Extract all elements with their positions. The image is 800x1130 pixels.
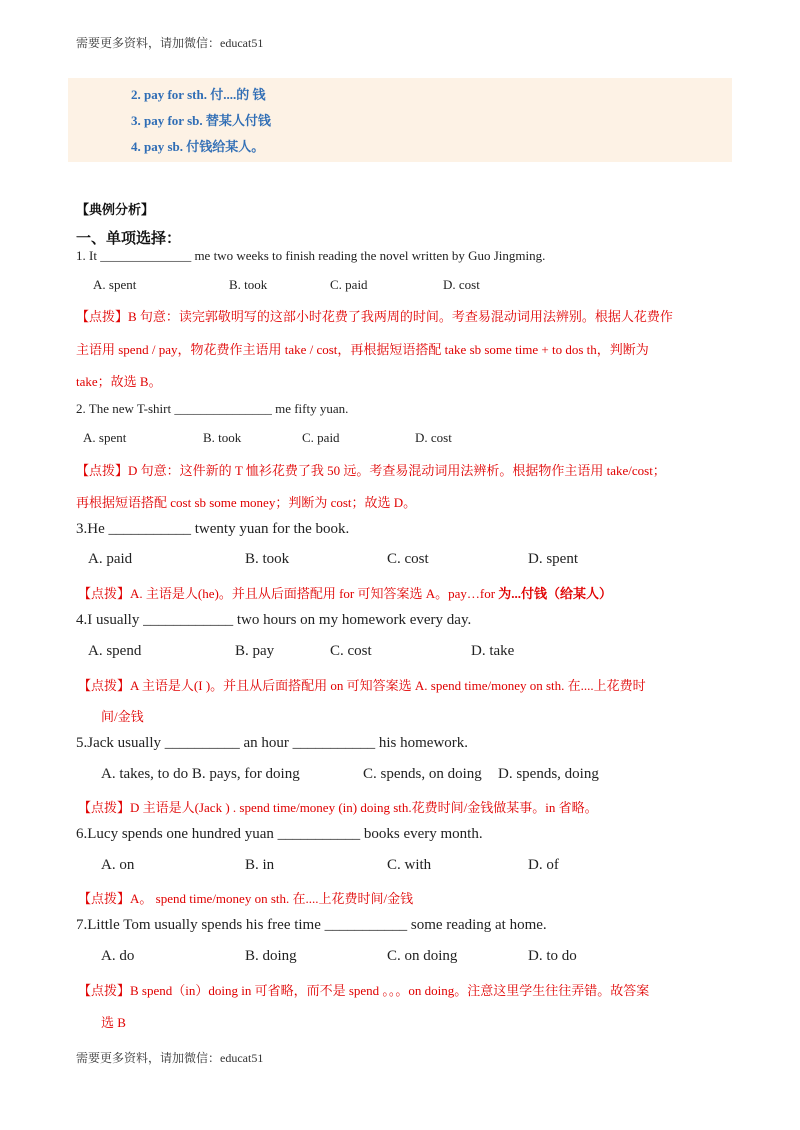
question-2-option-b: B. took bbox=[203, 430, 242, 445]
question-5-option-ab: A. takes, to do B. pays, for doing bbox=[101, 766, 300, 782]
question-5-option-d: D. spends, doing bbox=[498, 766, 599, 782]
question-6-option-c: C. with bbox=[387, 857, 432, 873]
question-3-stem: 3.He ___________ twenty yuan for the book. bbox=[76, 521, 350, 537]
question-4-option-d: D. take bbox=[471, 643, 515, 659]
question-5-tip: 【点拨】D 主语是人(Jack ) . spend time/money (in) doing sth.花费时间/金钱做某事。in 省略。 bbox=[78, 800, 598, 815]
question-6-option-a: A. on bbox=[101, 857, 135, 873]
question-6-option-d: D. of bbox=[528, 857, 559, 873]
question-3-tip-bold: 为...付钱（给某人） bbox=[498, 586, 613, 601]
question-3-option-a: A. paid bbox=[88, 551, 133, 567]
page-footer: 需要更多资料，请加微信：educat51 bbox=[76, 1051, 264, 1065]
question-3-option-c: C. cost bbox=[387, 551, 429, 567]
question-4-option-b: B. pay bbox=[235, 643, 275, 659]
question-5-option-c: C. spends, on doing bbox=[363, 766, 482, 782]
question-1-tip-line-1: 【点拨】B 句意：读完郭敬明写的这部小时花费了我两周的时间。考查易混动词用法辨别。根据人花费作 bbox=[76, 309, 673, 324]
question-1-option-b: B. took bbox=[229, 277, 268, 292]
question-2-stem: 2. The new T-shirt _______________ me fifty yuan. bbox=[76, 401, 349, 416]
question-3-tip bbox=[78, 583, 612, 602]
question-3-option-b: B. took bbox=[245, 551, 290, 567]
question-3-option-d: D. spent bbox=[528, 551, 578, 567]
question-7-tip-line-2: 选 B bbox=[101, 1015, 126, 1030]
question-2-option-a: A. spent bbox=[83, 430, 127, 445]
question-2-option-d: D. cost bbox=[415, 430, 452, 445]
question-6-stem: 6.Lucy spends one hundred yuan ___________ books every month. bbox=[76, 826, 483, 842]
question-7-option-a: A. do bbox=[101, 948, 135, 964]
note-line-3: 4. pay sb. 付钱给某人。 bbox=[131, 139, 265, 154]
question-7-option-d: D. to do bbox=[528, 948, 577, 964]
question-7-option-c: C. on doing bbox=[387, 948, 458, 964]
question-1-option-d: D. cost bbox=[443, 277, 480, 292]
question-1-tip-line-2: 主语用 spend / pay，物花费作主语用 take / cost，再根据短语搭配 take sb some time + to dos th，判断为 bbox=[76, 342, 649, 357]
question-2-tip-line-1: 【点拨】D 句意：这件新的 T 恤衫花费了我 50 远。考查易混动词用法辨析。根据物作主语用 take/cost； bbox=[76, 463, 666, 478]
question-1-stem: 1. It ______________ me two weeks to finish reading the novel written by Guo Jingming. bbox=[76, 248, 546, 263]
question-6-option-b: B. in bbox=[245, 857, 275, 873]
question-7-option-b: B. doing bbox=[245, 948, 297, 964]
question-6-tip: 【点拨】A。 spend time/money on sth. 在....上花费时间/金钱 bbox=[78, 891, 414, 906]
note-line-2: 3. pay for sb. 替某人付钱 bbox=[131, 113, 271, 128]
question-2-tip-line-2: 再根据短语搭配 cost sb some money；判断为 cost；故选 D。 bbox=[76, 495, 417, 510]
question-4-option-c: C. cost bbox=[330, 643, 372, 659]
question-1-option-a: A. spent bbox=[93, 277, 137, 292]
note-line-1: 2. pay for sth. 付....的 钱 bbox=[131, 87, 266, 102]
question-5-stem: 5.Jack usually __________ an hour ___________ his homework. bbox=[76, 735, 469, 751]
question-4-tip-line-2: 间/金钱 bbox=[101, 709, 144, 724]
question-4-stem: 4.I usually ____________ two hours on my homework every day. bbox=[76, 612, 472, 628]
question-4-option-a: A. spend bbox=[88, 643, 142, 659]
question-7-tip-line-1: 【点拨】B spend（in）doing in 可省略，而不是 spend 。。。on doing。注意这里学生往往弄错。故答案 bbox=[78, 983, 650, 998]
question-1-tip-line-3: take；故选 B。 bbox=[76, 374, 162, 389]
question-7-stem: 7.Little Tom usually spends his free time ___________ some reading at home. bbox=[76, 917, 547, 933]
question-1-option-c: C. paid bbox=[330, 277, 368, 292]
section-label: 【典例分析】 bbox=[76, 202, 155, 217]
section-heading: 一、单项选择： bbox=[76, 231, 182, 247]
question-4-tip-line-1: 【点拨】A 主语是人(I )。并且从后面搭配用 on 可知答案选 A. spend time/money on sth. 在....上花费时 bbox=[78, 678, 646, 693]
question-2-option-c: C. paid bbox=[302, 430, 340, 445]
page-header: 需要更多资料，请加微信：educat51 bbox=[76, 36, 264, 50]
question-3-tip-text: 【点拨】A. 主语是人(he)。并且从后面搭配用 for 可知答案选 A。pay…for bbox=[78, 586, 499, 601]
